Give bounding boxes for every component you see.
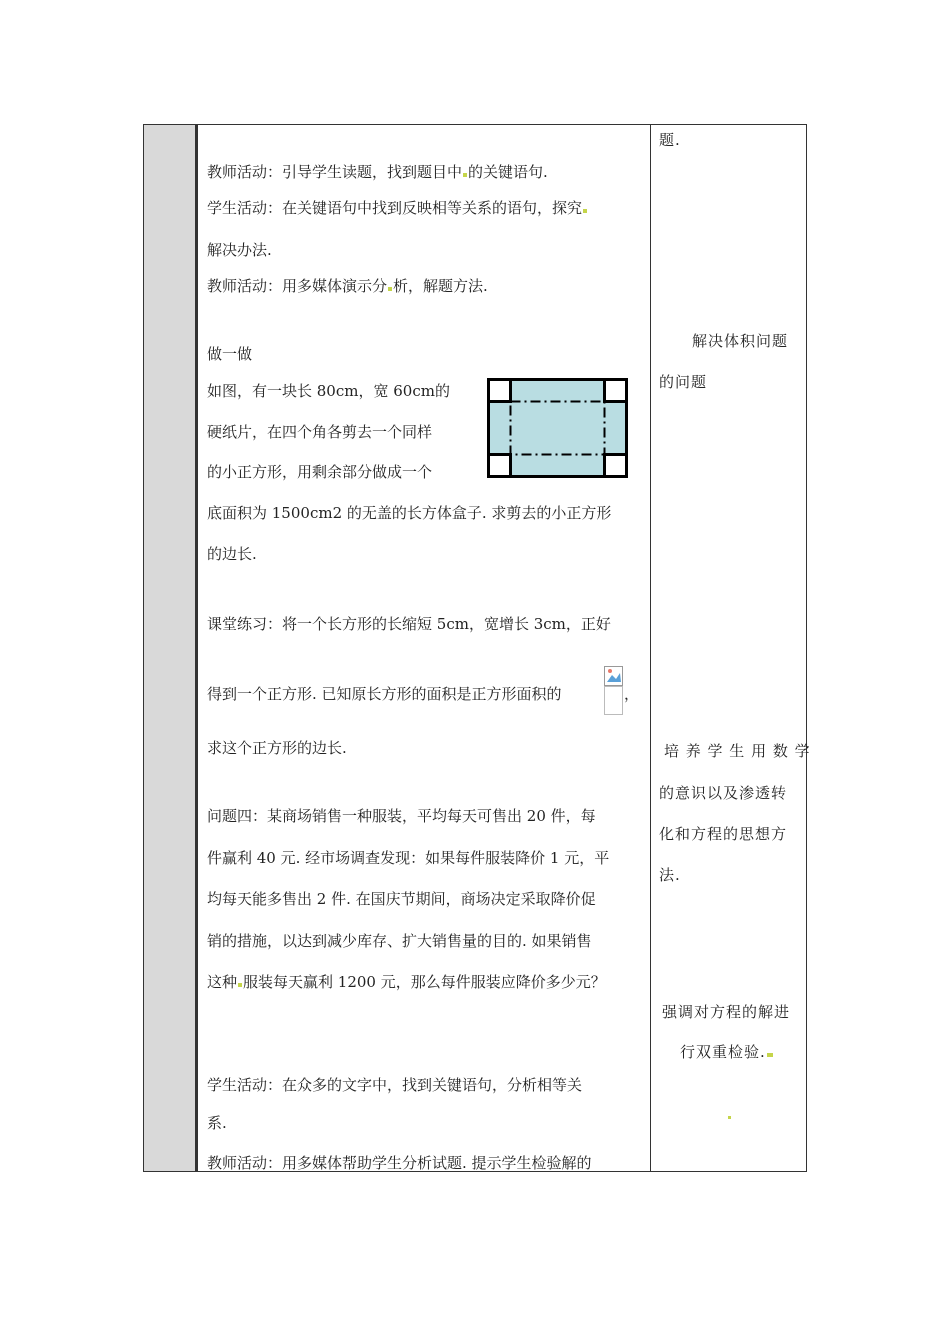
column-divider [650, 125, 651, 1171]
main-text-line: 销的措施，以达到减少库存、扩大销售量的目的. 如果销售 [207, 932, 592, 950]
side-note: 培 养 学 生 用 数 学 [664, 742, 811, 760]
main-text-line: 学生活动：在关键语句中找到反映相等关系的语句，探究 [207, 198, 588, 218]
main-text-punct: ， [624, 685, 640, 703]
edit-mark [463, 173, 467, 177]
main-text-line: 问题四：某商场销售一种服装，平均每天可售出 20 件，每 [207, 807, 596, 825]
broken-image-icon [604, 666, 624, 716]
main-text-line: 学生活动：在众多的文字中，找到关键语句，分析相等关 [207, 1076, 583, 1094]
main-text-line: 均每天能多售出 2 件. 在国庆节期间，商场决定采取降价促 [207, 890, 596, 908]
side-note: 题. [659, 131, 681, 149]
section-heading: 做一做 [207, 345, 253, 363]
side-note: 化和方程的思想方 [659, 825, 788, 843]
edit-mark [583, 209, 587, 213]
side-note: 强调对方程的解进 [662, 1003, 791, 1021]
main-text-line: 件赢利 40 元. 经市场调查发现：如果每件服装降价 1 元，平 [207, 849, 610, 867]
column-divider [196, 125, 198, 1171]
main-text-line: 求这个正方形的边长. [207, 739, 347, 757]
main-text-line: 硬纸片，在四个角各剪去一个同样 [207, 423, 433, 441]
side-note: 解决体积问题 [692, 332, 789, 350]
main-text-line: 教师活动：引导学生读题，找到题目中 的关键语句. [207, 163, 548, 181]
edit-mark [728, 1116, 731, 1119]
main-text-line: 教师活动：用多媒体帮助学生分析试题. 提示学生检验解的 [207, 1154, 592, 1172]
main-text-line: 的边长. [207, 545, 257, 563]
main-text-line: 的小正方形，用剩余部分做成一个 [207, 463, 433, 481]
main-text-line: 系. [207, 1114, 227, 1132]
cardboard-figure [487, 378, 628, 478]
edit-mark-row [727, 1104, 732, 1124]
main-text-line: 得到一个正方形. 已知原长方形的面积是正方形面积的 [207, 685, 562, 703]
side-note: 法. [659, 866, 681, 884]
main-text-line: 教师活动：用多媒体演示分 析，解题方法. [207, 277, 488, 295]
side-note: 的意识以及渗透转 [659, 784, 788, 802]
main-text-line: 底面积为 1500cm2 的无盖的长方体盒子. 求剪去的小正方形 [207, 504, 612, 522]
edit-mark [767, 1053, 773, 1057]
main-text-line: 这种 服装每天赢利 1200 元，那么每件服装应降价多少元？ [207, 973, 606, 991]
edit-mark [388, 287, 392, 291]
main-text-line: 解决办法. [207, 241, 272, 259]
main-text-line: 如图，有一块长 80cm，宽 60cm的 [207, 382, 450, 400]
side-note: 的问题 [659, 373, 708, 391]
main-text-line: 课堂练习：将一个长方形的长缩短 5cm，宽增长 3cm，正好 [207, 615, 611, 633]
side-note: 行双重检验. [680, 1042, 774, 1062]
gray-column [144, 125, 196, 1171]
edit-mark [238, 983, 242, 987]
